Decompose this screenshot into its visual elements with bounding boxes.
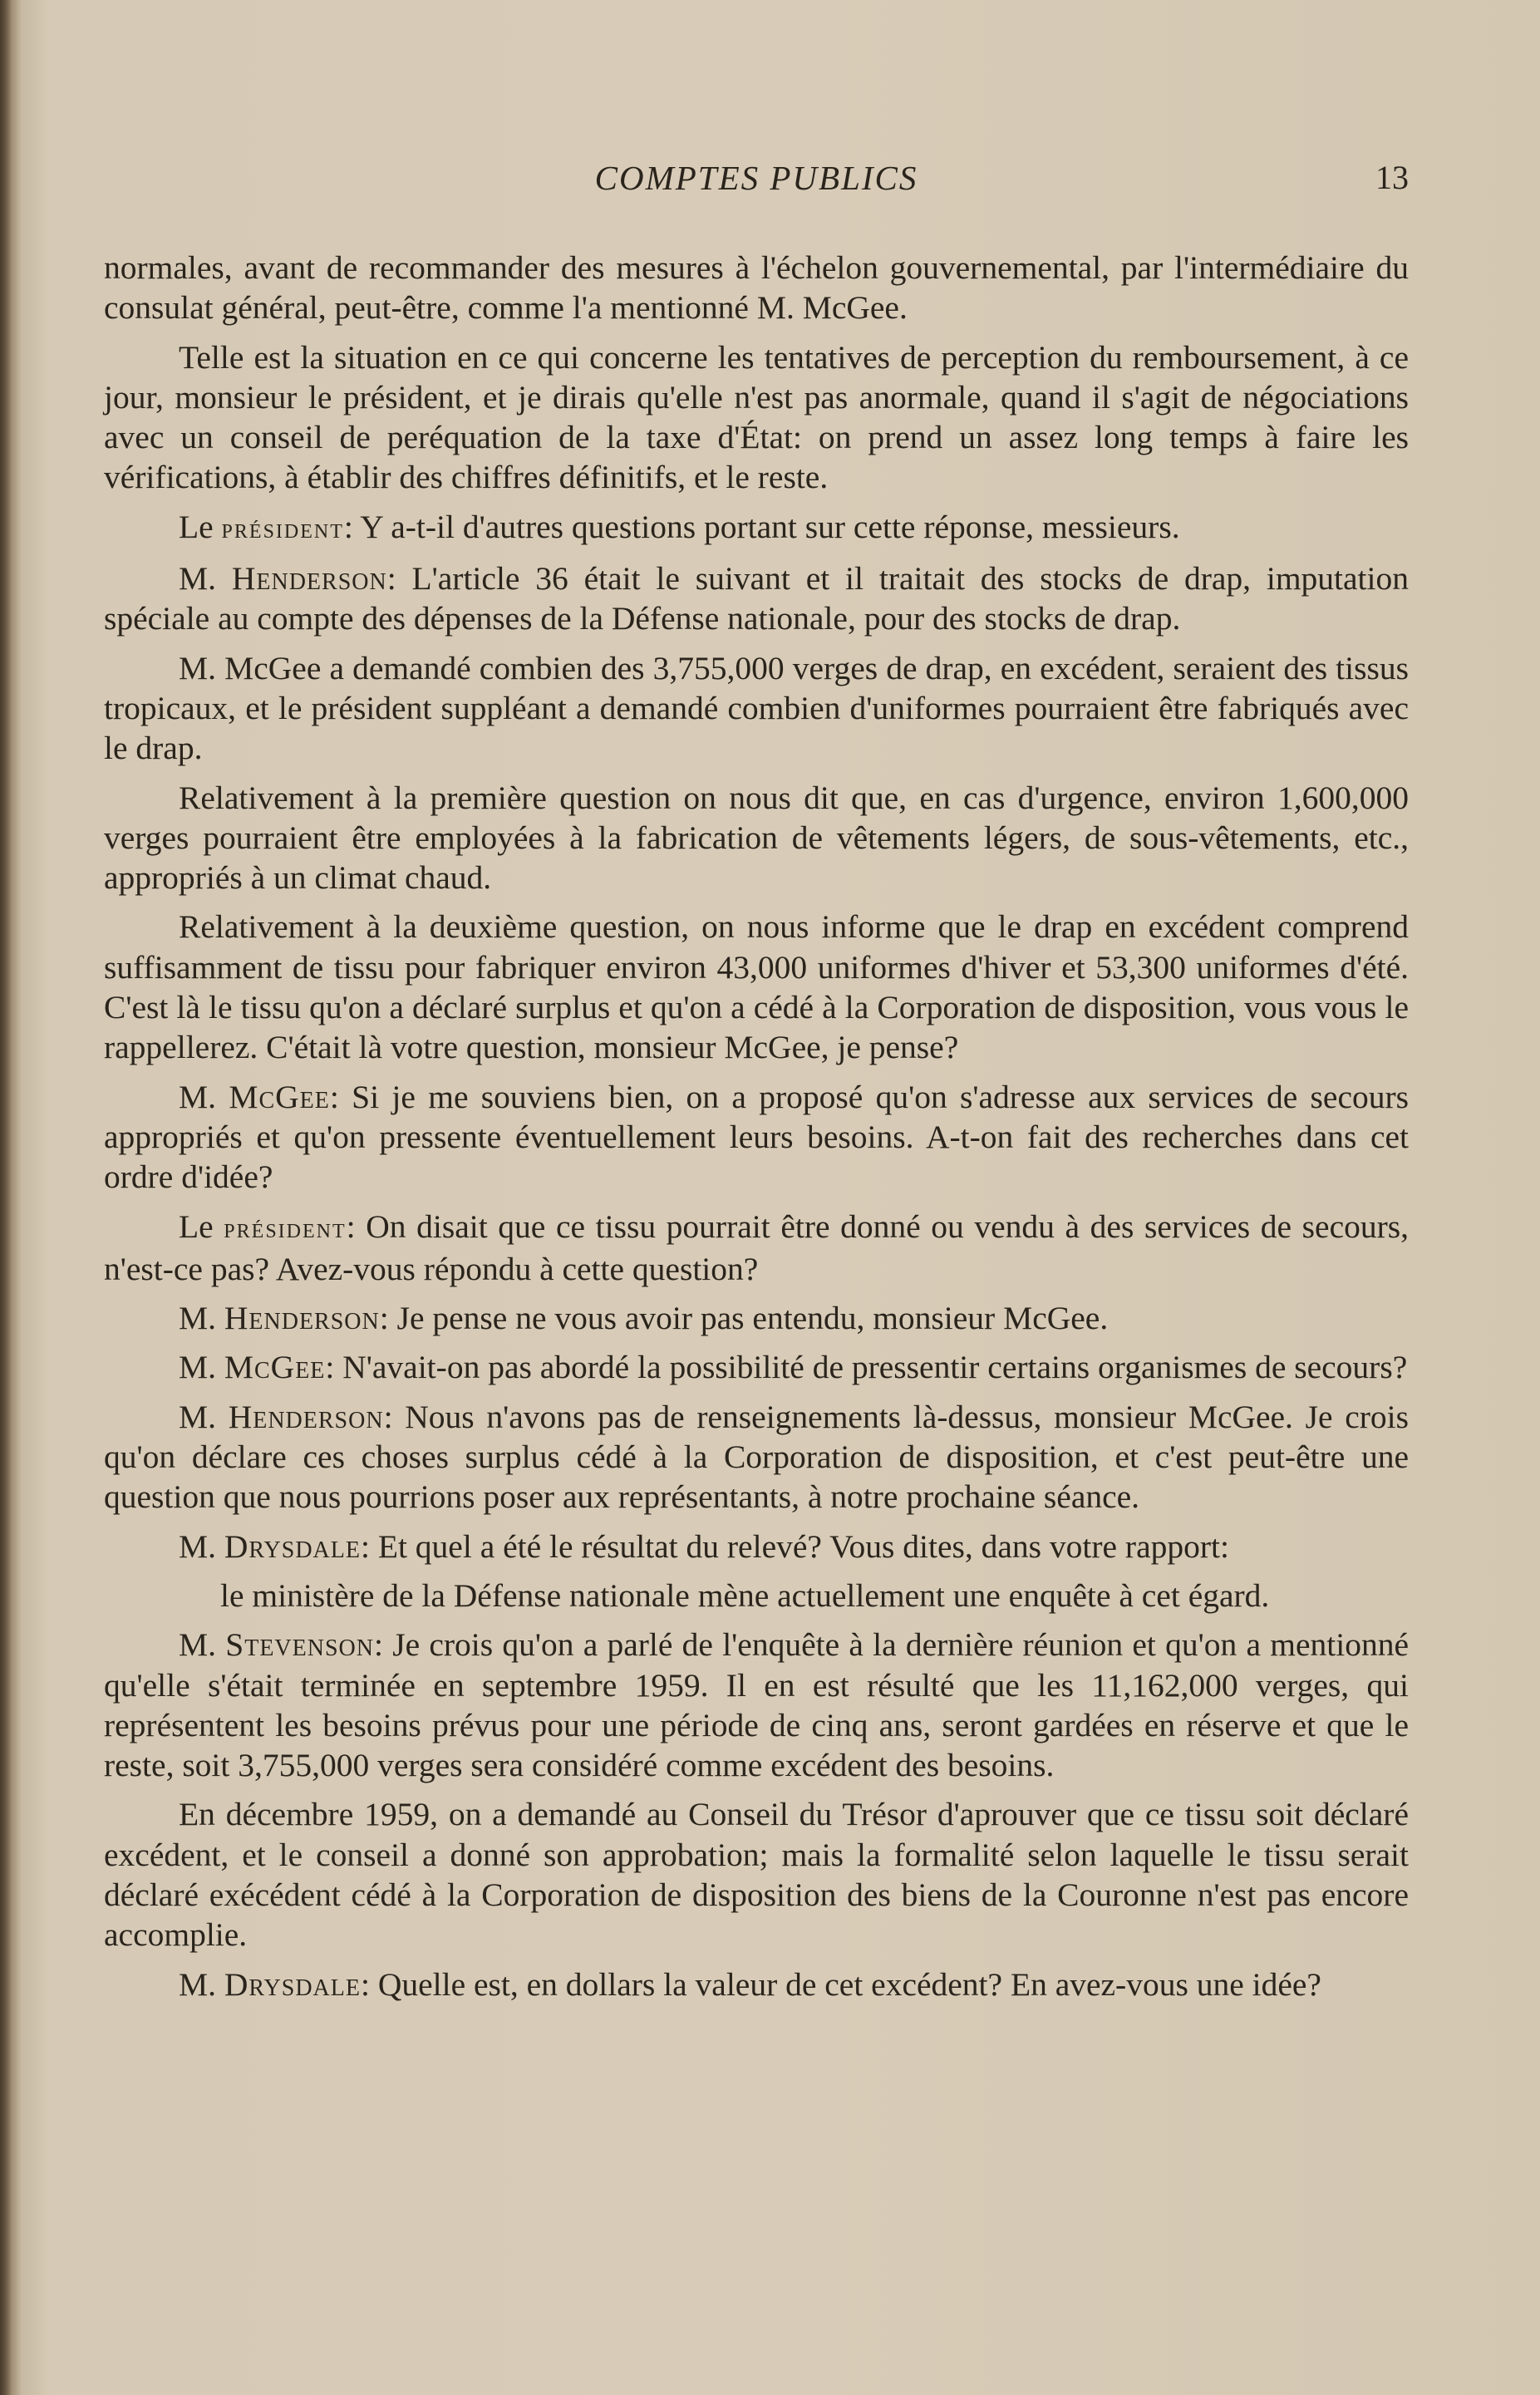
speaker-paragraph: M. Henderson: Nous n'avons pas de renseignements là-dessus, monsieur McGee. Je crois qu'on déclare ces choses surplus cédé à la Corporation de disposition, et c'est peut-être une question que nous pourrions poser aux représentants, à notre prochaine séance. xyxy=(104,1398,1410,1516)
speaker-name: président xyxy=(221,513,344,544)
speaker-paragraph: M. Drysdale: Et quel a été le résultat du relevé? Vous dites, dans votre rapport: xyxy=(179,1527,1229,1565)
book-spine-shadow xyxy=(0,0,12,2395)
speaker-paragraph: M. Stevenson: Je crois qu'on a parlé de l'enquête à la dernière réunion et qu'on a mentionné qu'elle s'était terminée en septembre 1959. Il en est résulté que les 11,162,000 verges, qui représentent les besoins prévus pour une période de cinq ans, seront gardées en réserve et que le reste, soit 3,755,000 verges sera considéré comme excédent des besoins. xyxy=(104,1626,1410,1784)
speaker-name: Drysdale xyxy=(224,1527,361,1565)
speaker-name: McGee xyxy=(229,1078,330,1115)
page-number: 13 xyxy=(1375,159,1409,196)
speaker-title: Le xyxy=(179,1207,214,1245)
running-title: COMPTES PUBLICS xyxy=(594,159,918,197)
running-header xyxy=(104,158,1409,208)
speaker-title: M. xyxy=(179,1349,216,1386)
speaker-title: M. xyxy=(179,1965,216,2003)
speaker-paragraph: M. Henderson: L'article 36 était le suivant et il traitait des stocks de drap, imputation spéciale au compte des dépenses de la Défense nationale, pour des stocks de drap. xyxy=(104,560,1410,637)
speaker-title: M. xyxy=(179,560,216,598)
paragraph: En décembre 1959, on a demandé au Conseil du Trésor d'aprouver que ce tissu soit déclaré excédent, et le conseil a donné son approbation; mais la formalité selon laquelle le tissu serait déclaré exécédent cédé à la Corporation de disposition des biens de la Couronne n'est pas encore accomplie. xyxy=(104,1796,1409,1954)
speaker-name: Henderson xyxy=(228,1398,384,1435)
speaker-name: Stevenson xyxy=(225,1626,374,1664)
paragraph: normales, avant de recommander des mesures à l'échelon gouvernemental, par l'intermédiaire du consulat général, peut-être, comme l'a mentionné M. McGee. xyxy=(104,249,1409,327)
speaker-paragraph: Le président: Y a-t-il d'autres questions portant sur cette réponse, messieurs. xyxy=(179,508,1180,545)
paragraph: Relativement à la première question on nous dit que, en cas d'urgence, environ 1,600,000 verges pourraient être employées à la fabrication de vêtements légers, de sous-vêtements, etc., appropriés à un climat chaud. xyxy=(104,779,1409,897)
speaker-title: M. xyxy=(179,1626,216,1664)
speaker-name: Henderson xyxy=(224,1300,380,1337)
speaker-title: M. xyxy=(179,1527,216,1565)
speaker-paragraph: M. Drysdale: Quelle est, en dollars la valeur de cet excédent? En avez-vous une idée? xyxy=(179,1965,1321,2003)
speaker-paragraph: Le président: On disait que ce tissu pourrait être donné ou vendu à des services de secours, n'est-ce pas? Avez-vous répondu à cette question? xyxy=(104,1207,1410,1287)
speaker-name: président xyxy=(224,1212,347,1244)
speaker-title: M. xyxy=(179,1078,216,1115)
speaker-title: Le xyxy=(179,508,214,545)
block-quote: le ministère de la Défense nationale mène actuellement une enquête à cet égard. xyxy=(220,1576,1270,1614)
speaker-paragraph: M. McGee: Si je me souviens bien, on a proposé qu'on s'adresse aux services de secours appropriés et qu'on pressente éventuellement leurs besoins. A-t-on fait des recherches dans cet ordre d'idée? xyxy=(104,1078,1410,1196)
speaker-paragraph: M. Henderson: Je pense ne vous avoir pas entendu, monsieur McGee. xyxy=(179,1300,1109,1337)
body-text xyxy=(104,248,1409,2014)
speaker-name: Henderson xyxy=(231,560,387,598)
speaker-name: Drysdale xyxy=(224,1965,361,2003)
paragraph: Relativement à la deuxième question, on nous informe que le drap en excédent comprend suffisamment de tissu pour fabriquer environ 43,000 uniformes d'hiver et 53,300 uniformes d'été. C'est là le tissu qu'on a déclaré surplus et qu'on a cédé à la Corporation de disposition, vous vous le rappellerez. C'était là votre question, monsieur McGee, je pense? xyxy=(104,908,1409,1066)
paragraph: Telle est la situation en ce qui concerne les tentatives de perception du remboursement, à ce jour, monsieur le président, et je dirais qu'elle n'est pas anormale, quand il s'agit de négociations avec un conseil de peréquation de la taxe d'État: on prend un assez long temps à faire les vérifications, à établir des chiffres définitifs, et le reste. xyxy=(104,338,1409,496)
speaker-name: McGee xyxy=(224,1349,326,1386)
speaker-paragraph: M. McGee: N'avait-on pas abordé la possibilité de pressentir certains organismes de secours? xyxy=(179,1349,1408,1386)
paragraph: M. McGee a demandé combien des 3,755,000 verges de drap, en excédent, seraient des tissus tropicaux, et le président suppléant a demandé combien d'uniformes pourraient être fabriqués avec le drap. xyxy=(104,649,1409,767)
speaker-title: M. xyxy=(179,1398,216,1435)
speaker-title: M. xyxy=(179,1300,216,1337)
